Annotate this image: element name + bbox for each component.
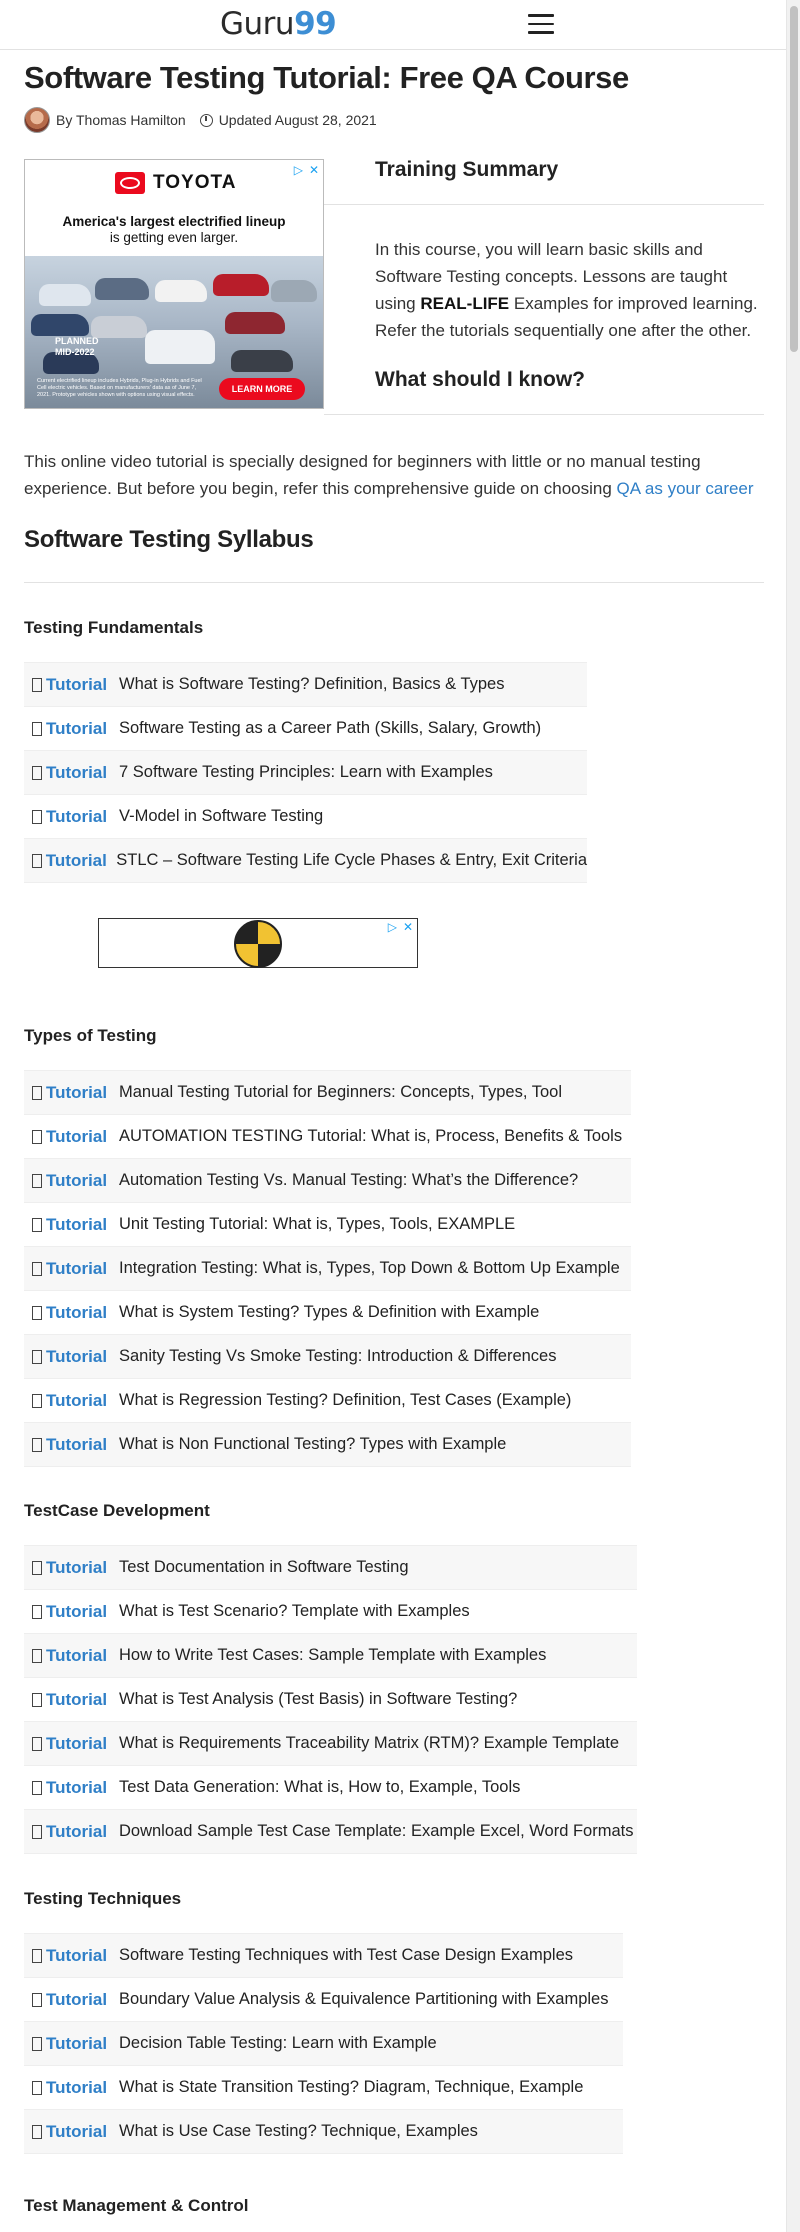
tutorial-row[interactable] [24,1634,637,1678]
tutorial-row[interactable] [24,1071,631,1115]
tutorial-title[interactable]: Download Sample Test Case Template: Example Excel, Word Formats [119,1822,634,1840]
tutorial-list-testing-fundamentals [24,662,587,883]
video-icon [32,810,42,824]
tutorial-link[interactable]: Tutorial [46,1258,108,1278]
tutorial-title[interactable]: What is State Transition Testing? Diagram, Technique, Example [119,2078,584,2096]
tutorial-title[interactable]: Manual Testing Tutorial for Beginners: Concepts, Types, Tool [119,1083,563,1101]
ad-banner-small[interactable] [98,918,418,968]
author-name[interactable]: By Thomas Hamilton [56,112,186,128]
video-icon [32,2125,42,2139]
what-should-i-know-heading: What should I know? [375,368,585,391]
author-avatar [24,107,50,133]
tutorial-row[interactable] [24,1423,631,1467]
tutorial-link[interactable]: Tutorial [46,1214,108,1234]
tutorial-link[interactable]: Tutorial [46,2121,108,2141]
tutorial-row[interactable] [24,1810,637,1854]
video-icon [32,1086,42,1100]
tutorial-title[interactable]: What is Test Analysis (Test Basis) in Software Testing? [119,1690,518,1708]
video-icon [32,1993,42,2007]
tutorial-title[interactable]: How to Write Test Cases: Sample Template with Examples [119,1646,547,1664]
video-icon [32,1561,42,1575]
tutorial-link[interactable]: Tutorial [46,1302,108,1322]
toyota-ad-banner[interactable] [24,159,324,409]
tutorial-link[interactable]: Tutorial [46,1645,108,1665]
tutorial-title[interactable]: What is Test Scenario? Template with Examples [119,1602,470,1620]
scrollbar-thumb[interactable] [790,6,798,352]
tutorial-row[interactable] [24,1722,637,1766]
tutorial-row[interactable] [24,839,587,883]
tutorial-row[interactable] [24,1379,631,1423]
tutorial-row[interactable] [24,1159,631,1203]
toyota-logo [115,172,236,194]
tutorial-title[interactable]: Test Documentation in Software Testing [119,1558,409,1576]
tutorial-row[interactable] [24,1203,631,1247]
close-icon[interactable]: ✕ [308,163,319,177]
video-icon [32,1174,42,1188]
tutorial-title[interactable]: Software Testing as a Career Path (Skills, Salary, Growth) [119,719,542,737]
divider [324,414,764,415]
video-icon [32,2081,42,2095]
qa-career-link[interactable]: QA as your career [616,479,754,498]
syllabus-heading: Software Testing Syllabus [24,526,314,553]
learn-more-button[interactable]: LEARN MORE [219,378,305,400]
video-icon [32,1438,42,1452]
page-scrollbar[interactable] [786,0,800,2232]
video-icon [32,1262,42,1276]
tutorial-link[interactable]: Tutorial [46,1777,108,1797]
ad-planned-label: PLANNED MID-2022 [55,336,99,357]
tutorial-list-testing-techniques [24,1933,623,2154]
video-icon [32,1350,42,1364]
tutorial-row[interactable] [24,795,587,839]
tutorial-link[interactable]: Tutorial [46,1821,108,1841]
tutorial-title[interactable]: What is Requirements Traceability Matrix (RTM)? Example Template [119,1734,620,1752]
tutorial-link[interactable]: Tutorial [46,1945,108,1965]
tutorial-title[interactable]: What is Software Testing? Definition, Basics & Types [119,675,505,693]
tutorial-row[interactable] [24,2066,623,2110]
video-icon [32,1649,42,1663]
tutorial-link[interactable]: Tutorial [46,1434,108,1454]
tutorial-row[interactable] [24,1115,631,1159]
page-title: Software Testing Tutorial: Free QA Course [24,60,629,95]
tutorial-title[interactable]: Software Testing Techniques with Test Case Design Examples [119,1946,573,1964]
video-icon [32,766,42,780]
updated-date: Updated August 28, 2021 [218,112,377,128]
tutorial-row[interactable] [24,2110,623,2154]
tutorial-link[interactable]: Tutorial [46,1689,108,1709]
tutorial-row[interactable] [24,1335,631,1379]
tutorial-link[interactable]: Tutorial [46,1126,108,1146]
tutorial-link[interactable]: Tutorial [46,1082,108,1102]
tutorial-link[interactable]: Tutorial [45,850,107,870]
video-icon [32,678,42,692]
tutorial-row[interactable] [24,707,587,751]
tutorial-title[interactable]: Test Data Generation: What is, How to, Example, Tools [119,1778,521,1796]
tutorial-link[interactable]: Tutorial [46,1557,108,1577]
close-icon[interactable]: ✕ [402,920,413,934]
tutorial-link[interactable]: Tutorial [46,1170,108,1190]
video-icon [32,1825,42,1839]
section-heading-testcase-development: TestCase Development [24,1501,210,1520]
tutorial-title[interactable]: What is Regression Testing? Definition, Test Cases (Example) [119,1391,572,1409]
video-icon [32,854,42,868]
intro-paragraph: This online video tutorial is specially designed for beginners with little or no manual testing experience. But before you begin, refer this comprehensive guide on choosing QA as your career [24,452,754,498]
video-icon [32,1130,42,1144]
tutorial-title[interactable]: What is Non Functional Testing? Types with Example [119,1435,507,1453]
section-heading-types-of-testing: Types of Testing [24,1026,157,1045]
tutorial-title[interactable]: What is System Testing? Types & Definition with Example [119,1303,540,1321]
clock-icon [200,114,213,127]
toyota-emblem-icon [115,172,145,194]
divider [24,582,764,583]
adchoices-icon[interactable]: ▷ [293,163,303,177]
tutorial-link[interactable]: Tutorial [46,1390,108,1410]
section-heading-test-management: Test Management & Control [24,2196,249,2215]
tutorial-link[interactable]: Tutorial [46,718,108,738]
tutorial-link[interactable]: Tutorial [46,1733,108,1753]
video-icon [32,1605,42,1619]
tutorial-title[interactable]: Integration Testing: What is, Types, Top Down & Bottom Up Example [119,1259,620,1277]
site-logo[interactable] [220,6,336,42]
tutorial-title[interactable]: Unit Testing Tutorial: What is, Types, Tools, EXAMPLE [119,1215,516,1233]
tutorial-list-types-of-testing [24,1070,631,1467]
logo-text-guru: Guru [220,6,295,42]
tutorial-row[interactable] [24,1291,631,1335]
article-meta [24,106,377,134]
tutorial-row[interactable] [24,2022,623,2066]
section-heading-testing-techniques: Testing Techniques [24,1889,182,1908]
tutorial-row[interactable] [24,663,587,707]
site-header [0,0,786,50]
video-icon [32,1781,42,1795]
video-icon [32,1693,42,1707]
tutorial-title[interactable]: V-Model in Software Testing [119,807,324,825]
tutorial-title[interactable]: Automation Testing Vs. Manual Testing: What’s the Difference? [119,1171,579,1189]
divider [324,204,764,205]
tutorial-link[interactable]: Tutorial [46,1601,108,1621]
tutorial-list-testcase-development [24,1545,637,1854]
tutorial-link[interactable]: Tutorial [46,806,108,826]
tutorial-title[interactable]: STLC – Software Testing Life Cycle Phases & Entry, Exit Criteria [116,851,587,869]
tutorial-row[interactable] [24,1546,637,1590]
tutorial-row[interactable] [24,1978,623,2022]
video-icon [32,2037,42,2051]
tutorial-link[interactable]: Tutorial [46,762,108,782]
globe-logo-icon [234,920,282,968]
tutorial-row[interactable] [24,1590,637,1634]
video-icon [32,1394,42,1408]
hamburger-icon[interactable] [528,14,554,34]
ad-fine-print: Current electrified lineup includes Hybrids, Plug-in Hybrids and Fuel Cell electric vehicles. Based on manufacturers' data as of June 7, 2021. Prototype vehicles shown with options using visual effects. [37,378,202,398]
tutorial-title[interactable]: What is Use Case Testing? Technique, Examples [119,2122,478,2140]
video-icon [32,1306,42,1320]
logo-text-99: 99 [294,6,337,42]
adchoices-icon[interactable]: ▷ [387,920,397,934]
ad-brand: TOYOTA [153,172,237,193]
tutorial-link[interactable]: Tutorial [46,674,108,694]
tutorial-title[interactable]: Sanity Testing Vs Smoke Testing: Introduction & Differences [119,1347,557,1365]
training-summary-text: In this course, you will learn basic skills and Software Testing concepts. Lessons are taught using REAL-LIFE Examples for improved learning. Refer the tutorials sequentially one after the other. [375,240,758,340]
tutorial-title[interactable]: 7 Software Testing Principles: Learn with Examples [119,763,493,781]
tutorial-row[interactable] [24,1247,631,1291]
tutorial-row[interactable] [24,1678,637,1722]
video-icon [32,722,42,736]
tutorial-row[interactable] [24,1766,637,1810]
ad-headline-1: America's largest electrified lineup [62,214,286,229]
training-summary-heading: Training Summary [375,158,559,181]
section-heading-testing-fundamentals: Testing Fundamentals [24,618,204,637]
video-icon [32,1218,42,1232]
tutorial-row[interactable] [24,751,587,795]
tutorial-link[interactable]: Tutorial [46,1989,108,2009]
tutorial-link[interactable]: Tutorial [46,2033,108,2053]
video-icon [32,1949,42,1963]
tutorial-link[interactable]: Tutorial [46,1346,108,1366]
ad-headline-2: is getting even larger. [109,230,239,245]
tutorial-link[interactable]: Tutorial [46,2077,108,2097]
tutorial-row[interactable] [24,1934,623,1978]
tutorial-title[interactable]: Decision Table Testing: Learn with Example [119,2034,437,2052]
tutorial-title[interactable]: AUTOMATION TESTING Tutorial: What is, Process, Benefits & Tools [119,1127,623,1145]
video-icon [32,1737,42,1751]
tutorial-title[interactable]: Boundary Value Analysis & Equivalence Partitioning with Examples [119,1990,609,2008]
